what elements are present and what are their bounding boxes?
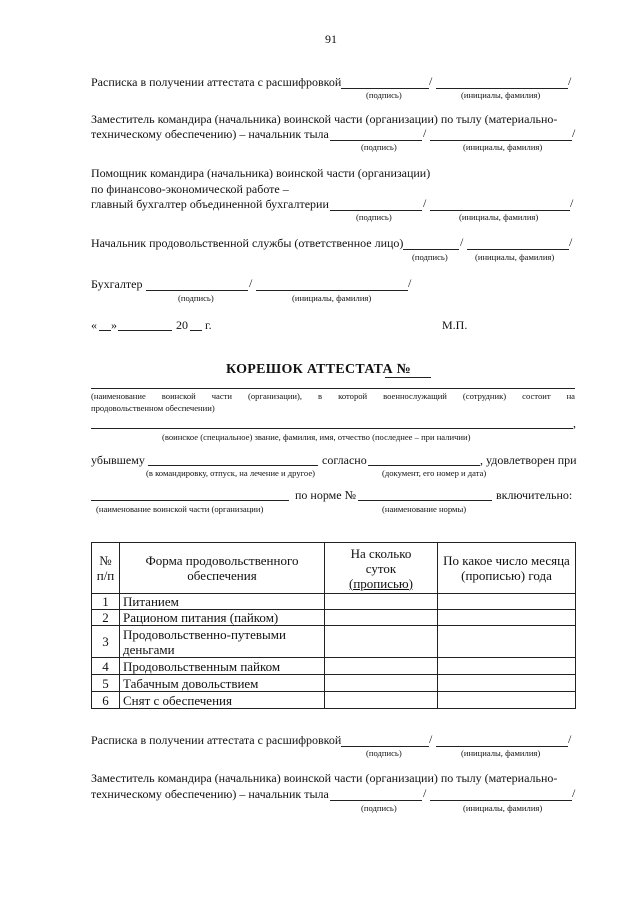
page-number: 91: [325, 32, 337, 46]
year-prefix: 20: [176, 318, 188, 332]
by-norm-label: по норме №: [295, 488, 357, 502]
row-num: 2: [92, 610, 120, 626]
unit-caption-line2: продовольственном обеспечении): [91, 403, 215, 413]
quote-open: «: [91, 318, 97, 332]
month-field[interactable]: [118, 330, 172, 331]
deputy-rear-line1: Заместитель командира (начальника) воинской части (организации) по тылу (материально-: [91, 771, 558, 785]
table-row: [92, 626, 576, 658]
receipt-label: Расписка в получении аттестата с расшифровкой: [91, 733, 342, 747]
trip-caption: (в командировку, отпуск, на лечение и другое): [146, 468, 315, 478]
signature-caption: (подпись): [366, 90, 402, 100]
name-line[interactable]: [467, 249, 569, 250]
norm-field[interactable]: [358, 500, 492, 501]
row-label: Продовольственным пайком: [120, 658, 325, 675]
header-days-line3: (прописью): [349, 575, 413, 591]
header-days-line1: На сколько: [350, 545, 412, 561]
name-line[interactable]: [436, 88, 568, 89]
name-line[interactable]: [436, 746, 568, 747]
until-cell[interactable]: [438, 626, 576, 658]
table-row: [92, 658, 576, 675]
name-caption: (инициалы, фамилия): [459, 212, 539, 222]
slash: /: [460, 235, 464, 249]
signature-line[interactable]: [330, 210, 422, 211]
inclusive-label: включительно:: [496, 488, 573, 502]
chief-accountant-line2: по финансово-экономической работе –: [91, 182, 289, 196]
name-caption: (инициалы, фамилия): [461, 90, 541, 100]
signature-caption: (подпись): [361, 803, 397, 813]
signature-line[interactable]: [341, 746, 429, 747]
days-cell[interactable]: [325, 675, 438, 692]
slash: /: [423, 126, 427, 140]
days-cell[interactable]: [325, 610, 438, 626]
signature-line[interactable]: [330, 800, 422, 801]
row-label: Продовольственно-путевыми деньгами: [120, 626, 325, 658]
name-caption: (инициалы, фамилия): [463, 803, 543, 813]
slash: /: [568, 74, 572, 88]
year-suffix: г.: [205, 318, 212, 332]
header-until: По какое число месяца (прописью) года: [438, 543, 576, 594]
chief-accountant-line3: главный бухгалтер объединенной бухгалтерии: [91, 197, 329, 211]
until-cell[interactable]: [438, 594, 576, 610]
row-num: 5: [92, 675, 120, 692]
stub-number-field[interactable]: [385, 377, 431, 378]
slash: /: [569, 235, 573, 249]
rank-name-field[interactable]: [91, 428, 573, 429]
comma: ,: [573, 416, 576, 430]
name-line[interactable]: [430, 800, 572, 801]
row-label: Питанием: [120, 594, 325, 610]
receipt-label: Расписка в получении аттестата с расшифровкой: [91, 75, 342, 89]
satisfied-label: , удовлетворен при: [480, 453, 577, 467]
year-field[interactable]: [190, 330, 202, 331]
signature-caption: (подпись): [412, 252, 448, 262]
signature-caption: (подпись): [178, 293, 214, 303]
slash: /: [429, 74, 433, 88]
norm-caption: (наименование нормы): [382, 504, 467, 514]
header-days-line2: суток: [365, 560, 397, 576]
row-label: Снят с обеспечения: [120, 692, 325, 709]
stamp-place: М.П.: [442, 318, 468, 332]
unit-caption-line1: (наименование воинской части (организации), в которой военнослужащий (сотрудник) состоит на: [91, 391, 575, 401]
unit-name-field[interactable]: [91, 500, 289, 501]
name-caption: (инициалы, фамилия): [463, 142, 543, 152]
trip-field[interactable]: [148, 465, 318, 466]
name-line[interactable]: [430, 140, 572, 141]
row-num: 4: [92, 658, 120, 675]
name-line[interactable]: [430, 210, 570, 211]
slash: /: [572, 126, 576, 140]
rank-caption: (воинское (специальное) звание, фамилия, имя, отчество (последнее – при наличии): [162, 432, 471, 442]
days-cell[interactable]: [325, 626, 438, 658]
days-cell[interactable]: [325, 594, 438, 610]
days-cell[interactable]: [325, 658, 438, 675]
days-cell[interactable]: [325, 692, 438, 709]
unit-name-caption: (наименование воинской части (организации): [96, 504, 264, 514]
unit-field[interactable]: [91, 388, 575, 389]
slash: /: [429, 732, 433, 746]
table-header-row: [92, 543, 576, 594]
row-num: 3: [92, 626, 120, 658]
table-row: [92, 692, 576, 709]
table-row: [92, 675, 576, 692]
signature-line[interactable]: [341, 88, 429, 89]
quote-close: »: [111, 318, 117, 332]
slash: /: [423, 196, 427, 210]
departed-label: убывшему: [91, 453, 145, 467]
until-cell[interactable]: [438, 610, 576, 626]
slash: /: [568, 732, 572, 746]
name-line[interactable]: [256, 290, 408, 291]
row-num: 6: [92, 692, 120, 709]
signature-caption: (подпись): [356, 212, 392, 222]
slash: /: [249, 276, 253, 290]
name-caption: (инициалы, фамилия): [475, 252, 555, 262]
name-caption: (инициалы, фамилия): [461, 748, 541, 758]
signature-caption: (подпись): [366, 748, 402, 758]
food-provision-table: [91, 542, 576, 709]
slash: /: [423, 786, 427, 800]
slash: /: [570, 196, 574, 210]
deputy-rear-line1: Заместитель командира (начальника) воинской части (организации) по тылу (материально-: [91, 112, 558, 126]
signature-caption: (подпись): [361, 142, 397, 152]
accountant-label: Бухгалтер: [91, 277, 143, 291]
table-row: [92, 610, 576, 626]
until-cell[interactable]: [438, 675, 576, 692]
row-label: Табачным довольствием: [120, 675, 325, 692]
until-cell[interactable]: [438, 658, 576, 675]
document-caption: (документ, его номер и дата): [382, 468, 487, 478]
signature-line[interactable]: [330, 140, 422, 141]
food-service-label: Начальник продовольственной службы (ответственное лицо): [91, 236, 404, 250]
header-form: Форма продовольственного обеспечения: [120, 543, 325, 594]
signature-line[interactable]: [403, 249, 459, 250]
row-label: Рационом питания (пайком): [120, 610, 325, 626]
stub-title: КОРЕШОК АТТЕСТАТА №: [226, 362, 412, 377]
deputy-rear-line2: техническому обеспечению) – начальник тыла: [91, 787, 329, 801]
day-field[interactable]: [99, 330, 111, 331]
slash: /: [572, 786, 576, 800]
document-field[interactable]: [368, 465, 480, 466]
until-cell[interactable]: [438, 692, 576, 709]
table-row: [92, 594, 576, 610]
deputy-rear-line2: техническому обеспечению) – начальник тыла: [91, 127, 329, 141]
signature-line[interactable]: [146, 290, 248, 291]
slash: /: [408, 276, 412, 290]
according-label: согласно: [322, 453, 367, 467]
header-days: [325, 543, 438, 594]
header-num: № п/п: [92, 543, 120, 594]
row-num: 1: [92, 594, 120, 610]
chief-accountant-line1: Помощник командира (начальника) воинской части (организации): [91, 166, 431, 180]
name-caption: (инициалы, фамилия): [292, 293, 372, 303]
